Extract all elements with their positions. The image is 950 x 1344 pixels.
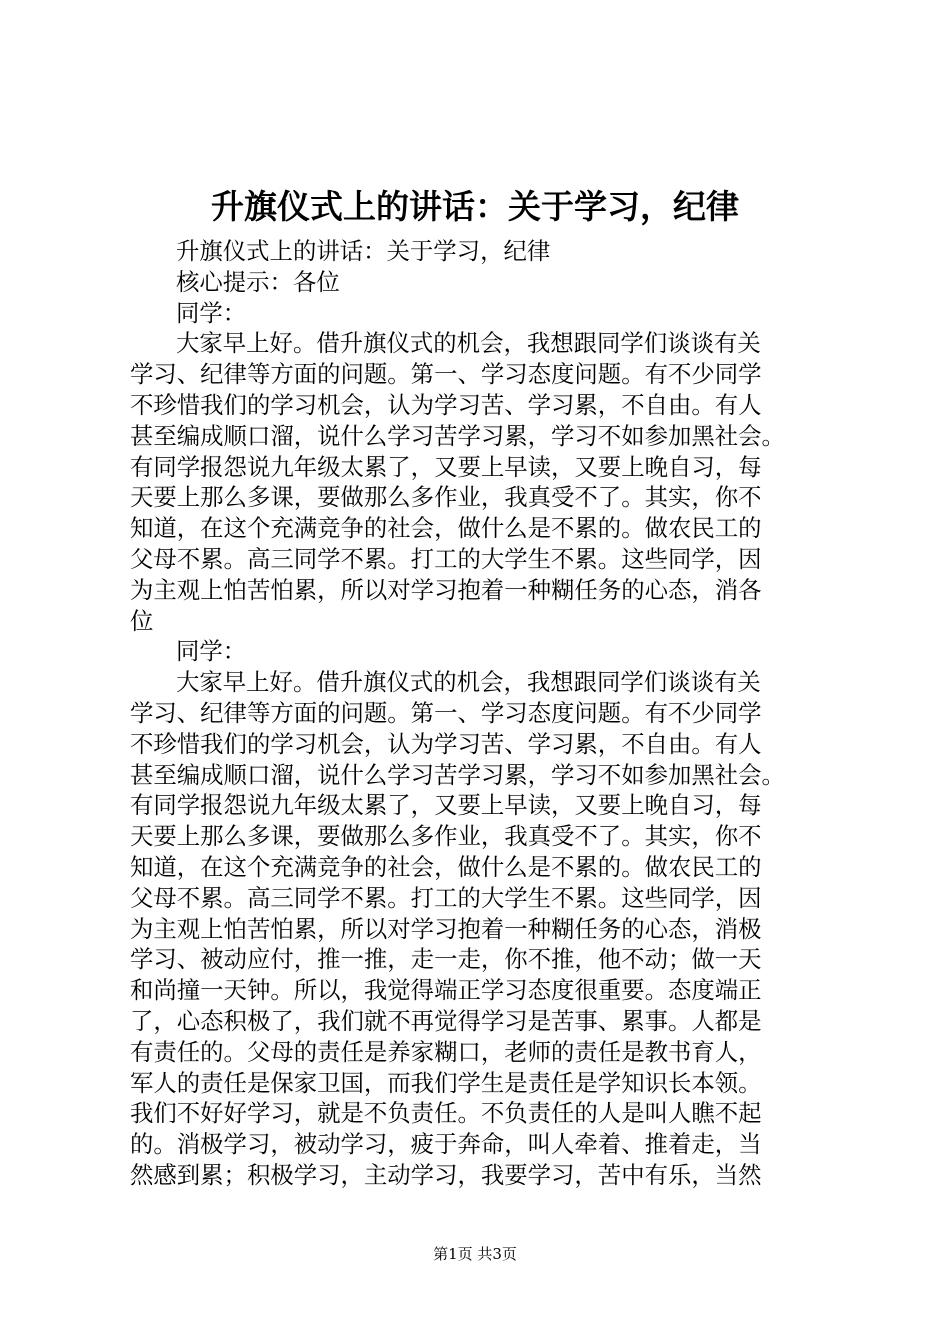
body-line: 天要上那么多课，要做那么多作业，我真受不了。其实，你不 — [130, 483, 762, 512]
body-line: 知道，在这个充满竞争的社会，做什么是不累的。做农民工的 — [130, 514, 762, 543]
body-line: 学习、被动应付，推一推，走一走，你不推，他不动；做一天 — [130, 945, 762, 974]
body-line: 大家早上好。借升旗仪式的机会，我想跟同学们谈谈有关 — [176, 668, 761, 697]
document-body — [130, 236, 830, 1191]
body-line: 甚至编成顺口溜，说什么学习苦学习累，学习不如参加黑社会。 — [130, 760, 785, 789]
page-footer: 第1页 共3页 — [433, 1245, 517, 1263]
body-line: 位 — [130, 606, 154, 635]
document-title: 升旗仪式上的讲话：关于学习，纪律 — [211, 187, 739, 226]
body-line: 有同学报怨说九年级太累了，又要上早读，又要上晚自习，每 — [130, 452, 762, 481]
body-line: 我们不好好学习，就是不负责任。不负责任的人是叫人瞧不起 — [130, 1099, 762, 1128]
body-line: 核心提示：各位 — [176, 267, 340, 296]
body-line: 同学： — [176, 298, 247, 327]
body-line: 同学： — [176, 637, 247, 666]
body-line: 升旗仪式上的讲话：关于学习，纪律 — [176, 237, 551, 265]
body-line: 天要上那么多课，要做那么多作业，我真受不了。其实，你不 — [130, 822, 762, 851]
body-line: 和尚撞一天钟。所以，我觉得端正学习态度很重要。态度端正 — [130, 976, 762, 1005]
body-line: 不珍惜我们的学习机会，认为学习苦、学习累，不自由。有人 — [130, 390, 762, 419]
body-line: 甚至编成顺口溜，说什么学习苦学习累，学习不如参加黑社会。 — [130, 421, 785, 450]
body-line: 知道，在这个充满竞争的社会，做什么是不累的。做农民工的 — [130, 852, 762, 881]
body-line: 有责任的。父母的责任是养家糊口，老师的责任是教书育人， — [130, 1037, 762, 1066]
body-line: 大家早上好。借升旗仪式的机会，我想跟同学们谈谈有关 — [176, 329, 761, 358]
body-line: 父母不累。高三同学不累。打工的大学生不累。这些同学，因 — [130, 883, 762, 912]
body-line: 学习、纪律等方面的问题。第一、学习态度问题。有不少同学 — [130, 698, 762, 727]
body-line: 为主观上怕苦怕累，所以对学习抱着一种糊任务的心态，消极 — [130, 914, 762, 943]
body-line: 为主观上怕苦怕累，所以对学习抱着一种糊任务的心态，消各 — [130, 575, 762, 604]
body-line: 了，心态积极了，我们就不再觉得学习是苦事、累事。人都是 — [130, 1006, 762, 1035]
body-line: 父母不累。高三同学不累。打工的大学生不累。这些同学，因 — [130, 544, 762, 573]
body-line: 的。消极学习，被动学习，疲于奔命，叫人牵着、推着走，当 — [130, 1130, 762, 1159]
body-line: 军人的责任是保家卫国，而我们学生是责任是学知识长本领。 — [130, 1068, 762, 1097]
body-line: 不珍惜我们的学习机会，认为学习苦、学习累，不自由。有人 — [130, 729, 762, 758]
body-line: 然感到累；积极学习，主动学习，我要学习，苦中有乐，当然 — [130, 1160, 762, 1189]
body-line: 有同学报怨说九年级太累了，又要上早读，又要上晚自习，每 — [130, 791, 762, 820]
body-line: 学习、纪律等方面的问题。第一、学习态度问题。有不少同学 — [130, 360, 762, 389]
